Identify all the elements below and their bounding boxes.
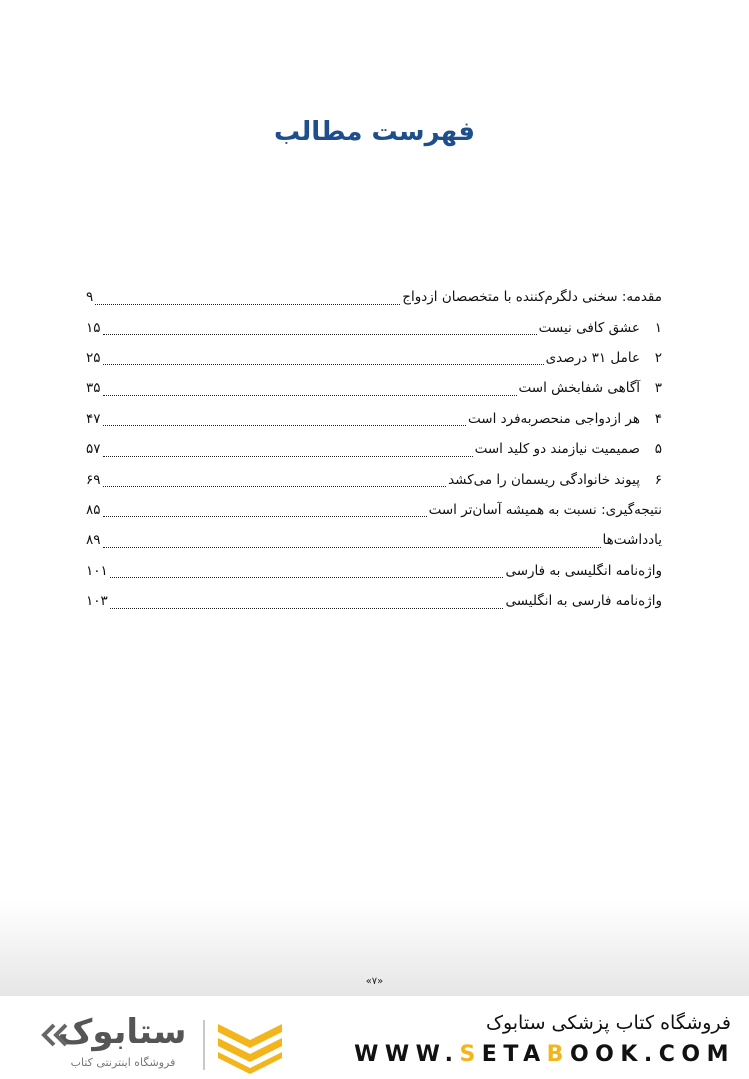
toc-entry[interactable] — [86, 282, 662, 312]
toc-entry-page: ۱۰۳ — [86, 593, 108, 610]
toc-entry-page: ۲۵ — [86, 349, 101, 366]
toc-entry-number: ۲ — [654, 349, 662, 366]
toc-entry[interactable] — [86, 343, 662, 373]
table-of-contents — [86, 282, 662, 616]
toc-entry[interactable] — [86, 312, 662, 342]
dot-leader — [103, 448, 473, 457]
dot-leader — [103, 539, 601, 548]
url-part: B — [546, 1042, 570, 1067]
dot-leader — [103, 417, 466, 426]
toc-entry[interactable] — [86, 373, 662, 403]
url-part: OOK.COM — [569, 1042, 735, 1067]
toc-entry-title: واژه‌نامه فارسی به انگلیسی — [505, 593, 662, 610]
toc-entry-title: پیوند خانوادگی ریسمان را می‌کشد — [448, 471, 640, 488]
toc-entry-number: ۶ — [654, 471, 662, 488]
dot-leader — [95, 296, 400, 305]
toc-entry[interactable] — [86, 404, 662, 434]
toc-entry-title: عامل ۳۱ درصدی — [545, 349, 640, 366]
book-stack-logo-icon — [214, 1018, 286, 1074]
toc-entry-number: ۳ — [654, 380, 662, 397]
toc-entry[interactable] — [86, 525, 662, 555]
store-url[interactable] — [354, 1042, 735, 1067]
toc-entry[interactable] — [86, 556, 662, 586]
toc-entry[interactable] — [86, 495, 662, 525]
logo-wordmark: ستابوک — [57, 1012, 187, 1052]
toc-entry-number: ۵ — [654, 441, 662, 458]
toc-entry-page: ۸۵ — [86, 501, 101, 518]
toc-entry-page: ۱۰۱ — [86, 562, 108, 579]
dot-leader — [110, 569, 504, 578]
toc-entry[interactable] — [86, 464, 662, 494]
toc-entry-title: یادداشت‌ها — [602, 532, 662, 549]
url-part: WWW. — [354, 1042, 460, 1067]
dot-leader — [103, 326, 537, 335]
double-chevron-icon — [40, 1022, 70, 1048]
logo-tagline: فروشگاه اینترنتی کتاب — [70, 1056, 176, 1069]
dot-leader — [103, 478, 447, 487]
toc-entry-page: ۸۹ — [86, 532, 101, 549]
toc-entry-page: ۳۵ — [86, 380, 101, 397]
toc-entry-page: ۵۷ — [86, 441, 101, 458]
toc-entry-title: هر ازدواجی منحصربه‌فرد است — [468, 410, 640, 427]
toc-entry-title: عشق کافی نیست — [538, 319, 640, 336]
dot-leader — [103, 387, 517, 396]
toc-entry[interactable] — [86, 586, 662, 616]
toc-entry[interactable] — [86, 434, 662, 464]
page-title: فهرست مطالب — [274, 117, 475, 148]
dot-leader — [110, 600, 504, 609]
toc-entry-page: ۹ — [86, 289, 94, 306]
page-number: «۷» — [365, 976, 384, 987]
toc-entry-number: ۴ — [654, 410, 662, 427]
toc-entry-title: نتیجه‌گیری: نسبت به همیشه آسان‌تر است — [428, 501, 662, 518]
toc-entry-page: ۶۹ — [86, 471, 101, 488]
toc-entry-title: آگاهی شفابخش است — [518, 380, 640, 397]
toc-entry-page: ۴۷ — [86, 410, 101, 427]
url-part: ETA — [481, 1042, 547, 1067]
store-name: فروشگاه کتاب پزشکی ستابوک — [485, 1012, 731, 1034]
toc-entry-number: ۱ — [654, 319, 662, 336]
dot-leader — [103, 508, 427, 517]
toc-entry-title: واژه‌نامه انگلیسی به فارسی — [505, 562, 662, 579]
dot-leader — [103, 356, 544, 365]
toc-entry-page: ۱۵ — [86, 319, 101, 336]
toc-entry-title: صمیمیت نیازمند دو کلید است — [474, 441, 640, 458]
logo-divider — [203, 1020, 205, 1070]
url-part: S — [459, 1042, 482, 1067]
toc-entry-title: مقدمه: سخنی دلگرم‌کننده با متخصصان ازدواج — [402, 289, 662, 306]
